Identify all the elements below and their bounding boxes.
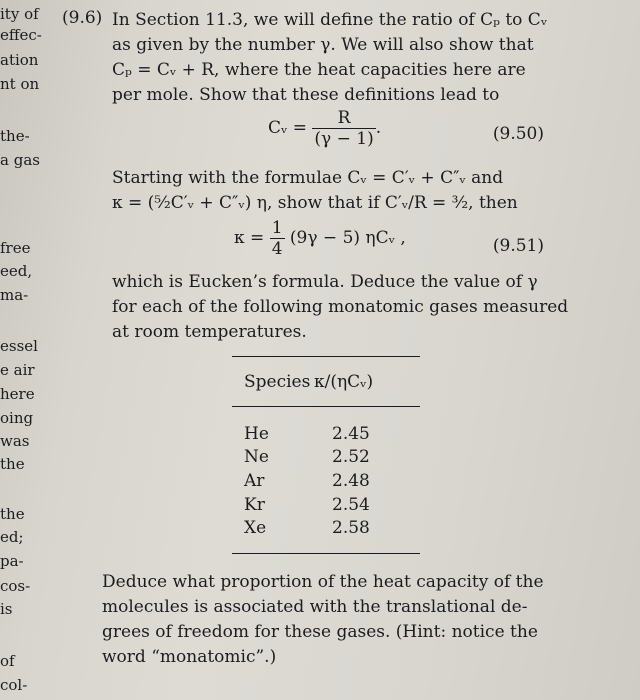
margin-fragment: the	[0, 455, 25, 473]
table-cell-species: Ar	[244, 471, 265, 491]
margin-fragment: ation	[0, 51, 39, 69]
table-cell-value: 2.54	[332, 495, 370, 515]
fraction-numerator: R	[312, 108, 375, 129]
margin-fragment: ity of	[0, 5, 39, 23]
adjacent-column-fragments	[0, 0, 54, 700]
margin-fragment: effec-	[0, 26, 42, 44]
margin-fragment: the	[0, 505, 25, 523]
problem-eucken-text	[112, 270, 582, 345]
margin-fragment: free	[0, 239, 31, 257]
table-cell-species: Ne	[244, 447, 269, 467]
table-cell-species: He	[244, 424, 269, 444]
text-line: In Section 11.3, we will define the ratio of Cₚ to Cᵥ	[112, 10, 548, 30]
table-top-rule	[232, 356, 420, 357]
margin-fragment: col-	[0, 676, 28, 694]
problem-intro	[112, 8, 582, 108]
text-line: κ = (⁵⁄₂C′ᵥ + C″ᵥ) η, show that if C′ᵥ/R = ³⁄₂, then	[112, 193, 518, 213]
margin-fragment: oing	[0, 409, 34, 427]
margin-fragment: nt on	[0, 75, 40, 93]
text-line: molecules is associated with the translational de-	[102, 597, 528, 617]
equation-lhs: κ =	[234, 228, 265, 248]
margin-fragment: essel	[0, 337, 38, 355]
equation-number: (9.51)	[492, 236, 544, 256]
margin-fragment: cos-	[0, 577, 31, 595]
fraction-denominator: (γ − 1)	[314, 129, 374, 149]
text-line: Starting with the formulae Cᵥ = C′ᵥ + C″ᵥ and	[112, 168, 504, 188]
text-line: at room temperatures.	[112, 322, 307, 342]
equation-fraction	[270, 218, 285, 259]
equation-number: (9.50)	[492, 124, 544, 144]
text-line: word “monatomic”.)	[102, 647, 277, 667]
equation-fraction	[312, 108, 375, 149]
margin-fragment: e air	[0, 361, 35, 379]
margin-fragment: was	[0, 432, 30, 450]
margin-fragment: eed,	[0, 262, 33, 280]
margin-fragment: a gas	[0, 151, 40, 169]
equation-9-51	[234, 218, 406, 259]
text-line: per mole. Show that these definitions lead to	[112, 85, 500, 105]
table-cell-value: 2.52	[332, 447, 370, 467]
text-line: which is Eucken’s formula. Deduce the value of γ	[112, 272, 538, 292]
text-line: Cₚ = Cᵥ + R, where the heat capacities here are	[112, 60, 526, 80]
margin-fragment: pa-	[0, 552, 24, 570]
margin-fragment: of	[0, 652, 15, 670]
margin-fragment: is	[0, 600, 13, 618]
problem-closing-text	[102, 570, 572, 670]
text-line: as given by the number γ. We will also show that	[112, 35, 534, 55]
fraction-denominator: 4	[271, 239, 283, 259]
equation-9-50	[268, 108, 381, 149]
margin-fragment: ma-	[0, 286, 29, 304]
table-header: κ/(ηCᵥ)	[314, 372, 374, 392]
table-header: Species	[244, 372, 311, 392]
table-cell-value: 2.45	[332, 424, 370, 444]
table-header-rule	[232, 406, 420, 407]
text-line: Deduce what proportion of the heat capacity of the	[102, 572, 544, 592]
equation-lhs: Cᵥ =	[268, 118, 307, 138]
table-cell-value: 2.58	[332, 518, 370, 538]
equation-rhs: (9γ − 5) ηCᵥ ,	[289, 228, 406, 248]
text-line: for each of the following monatomic gases measured	[112, 297, 569, 317]
table-cell-species: Kr	[244, 495, 265, 515]
table-cell-value: 2.48	[332, 471, 370, 491]
problem-starting-text	[112, 166, 582, 216]
equation-tail: .	[375, 118, 382, 138]
problem-number: (9.6)	[62, 8, 103, 28]
margin-fragment: ed;	[0, 528, 24, 546]
fraction-numerator: 1	[271, 218, 283, 238]
table-bottom-rule	[232, 553, 420, 554]
margin-fragment: here	[0, 385, 35, 403]
text-line: grees of freedom for these gases. (Hint: notice the	[102, 622, 538, 642]
table-cell-species: Xe	[244, 518, 267, 538]
margin-fragment: the-	[0, 127, 30, 145]
